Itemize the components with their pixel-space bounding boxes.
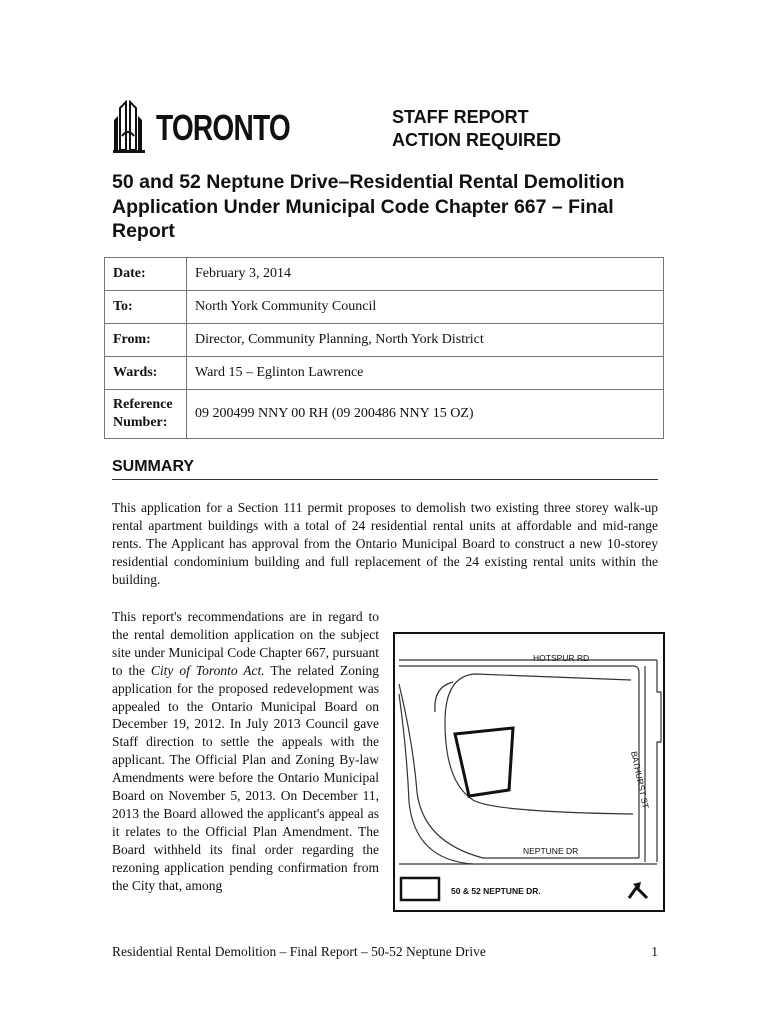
reference-value: 09 200499 NNY 00 RH (09 200486 NNY 15 OZ) bbox=[187, 390, 664, 439]
summary-paragraph-2 bbox=[112, 608, 379, 895]
neptune-dr-label: NEPTUNE DR bbox=[523, 846, 579, 856]
wards-value: Ward 15 – Eglinton Lawrence bbox=[187, 357, 664, 390]
wards-row bbox=[105, 357, 664, 390]
map-frame bbox=[394, 633, 664, 911]
to-value: North York Community Council bbox=[187, 291, 664, 324]
report-type-line2: ACTION REQUIRED bbox=[392, 130, 562, 150]
paragraph2-text-1: This report's recommendations are in regard to the rental demolition application on the subject site under Municipal Code Chapter 667, pursuant to the bbox=[112, 609, 379, 678]
bathurst-st-label: BATHURST ST bbox=[629, 750, 651, 810]
paragraph2-text-2: The related Zoning application for the proposed redevelopment was appealed to the Ontario Municipal Board on December 19, 2012. In July 2013 Council gave Staff direction to settle the appeals with the applicant. The Official Plan and Zoning By-law Amendments were before the Ontario Municipal Board on November 5, 2013. On December 11, 2013 the Board allowed the applicant's appeal as it relates to the Official Plan Amendment. The Board withheld its final order regarding the rezoning application pending confirmation from the City that, among bbox=[112, 662, 379, 893]
wards-label: Wards: bbox=[105, 357, 187, 390]
from-row bbox=[105, 324, 664, 357]
toronto-logo bbox=[112, 100, 290, 156]
location-map bbox=[393, 632, 665, 912]
paragraph2-italic: City of Toronto Act. bbox=[150, 662, 265, 678]
footer-text: Residential Rental Demolition – Final Report – 50-52 Neptune Drive bbox=[112, 944, 486, 959]
reference-label bbox=[105, 390, 187, 439]
from-label: From: bbox=[105, 324, 187, 357]
report-details-table bbox=[104, 257, 664, 439]
date-value: February 3, 2014 bbox=[187, 258, 664, 291]
hotspur-rd-label: HOTSPUR RD bbox=[533, 653, 590, 663]
reference-label-line1: Reference bbox=[113, 397, 173, 412]
report-type-line1: STAFF REPORT bbox=[392, 107, 529, 127]
page-footer bbox=[112, 944, 658, 960]
summary-heading: SUMMARY bbox=[112, 458, 658, 480]
reference-row bbox=[105, 390, 664, 439]
to-row bbox=[105, 291, 664, 324]
to-label: To: bbox=[105, 291, 187, 324]
date-label: Date: bbox=[105, 258, 187, 291]
summary-paragraph-1: This application for a Section 111 permit proposes to demolish two existing three storey walk-up rental apartment buildings with a total of 24 residential rental units at affordable and mid-range rents. The Applicant has approval from the Ontario Municipal Board to construct a new 10-storey residential condominium building and full replacement of the 24 existing rental units within the building. bbox=[112, 500, 658, 587]
report-title: 50 and 52 Neptune Drive–Residential Rental Demolition Application Under Municipal Code Chapter 667 – Final Report bbox=[112, 171, 625, 242]
reference-label-line2: Number: bbox=[113, 415, 168, 430]
report-type bbox=[392, 106, 561, 152]
logo-wordmark: TORONTO bbox=[156, 107, 290, 148]
from-value: Director, Community Planning, North York District bbox=[187, 324, 664, 357]
legend-label: 50 & 52 NEPTUNE DR. bbox=[451, 886, 541, 896]
city-hall-icon bbox=[112, 100, 158, 156]
page-number: 1 bbox=[651, 944, 658, 959]
date-row bbox=[105, 258, 664, 291]
